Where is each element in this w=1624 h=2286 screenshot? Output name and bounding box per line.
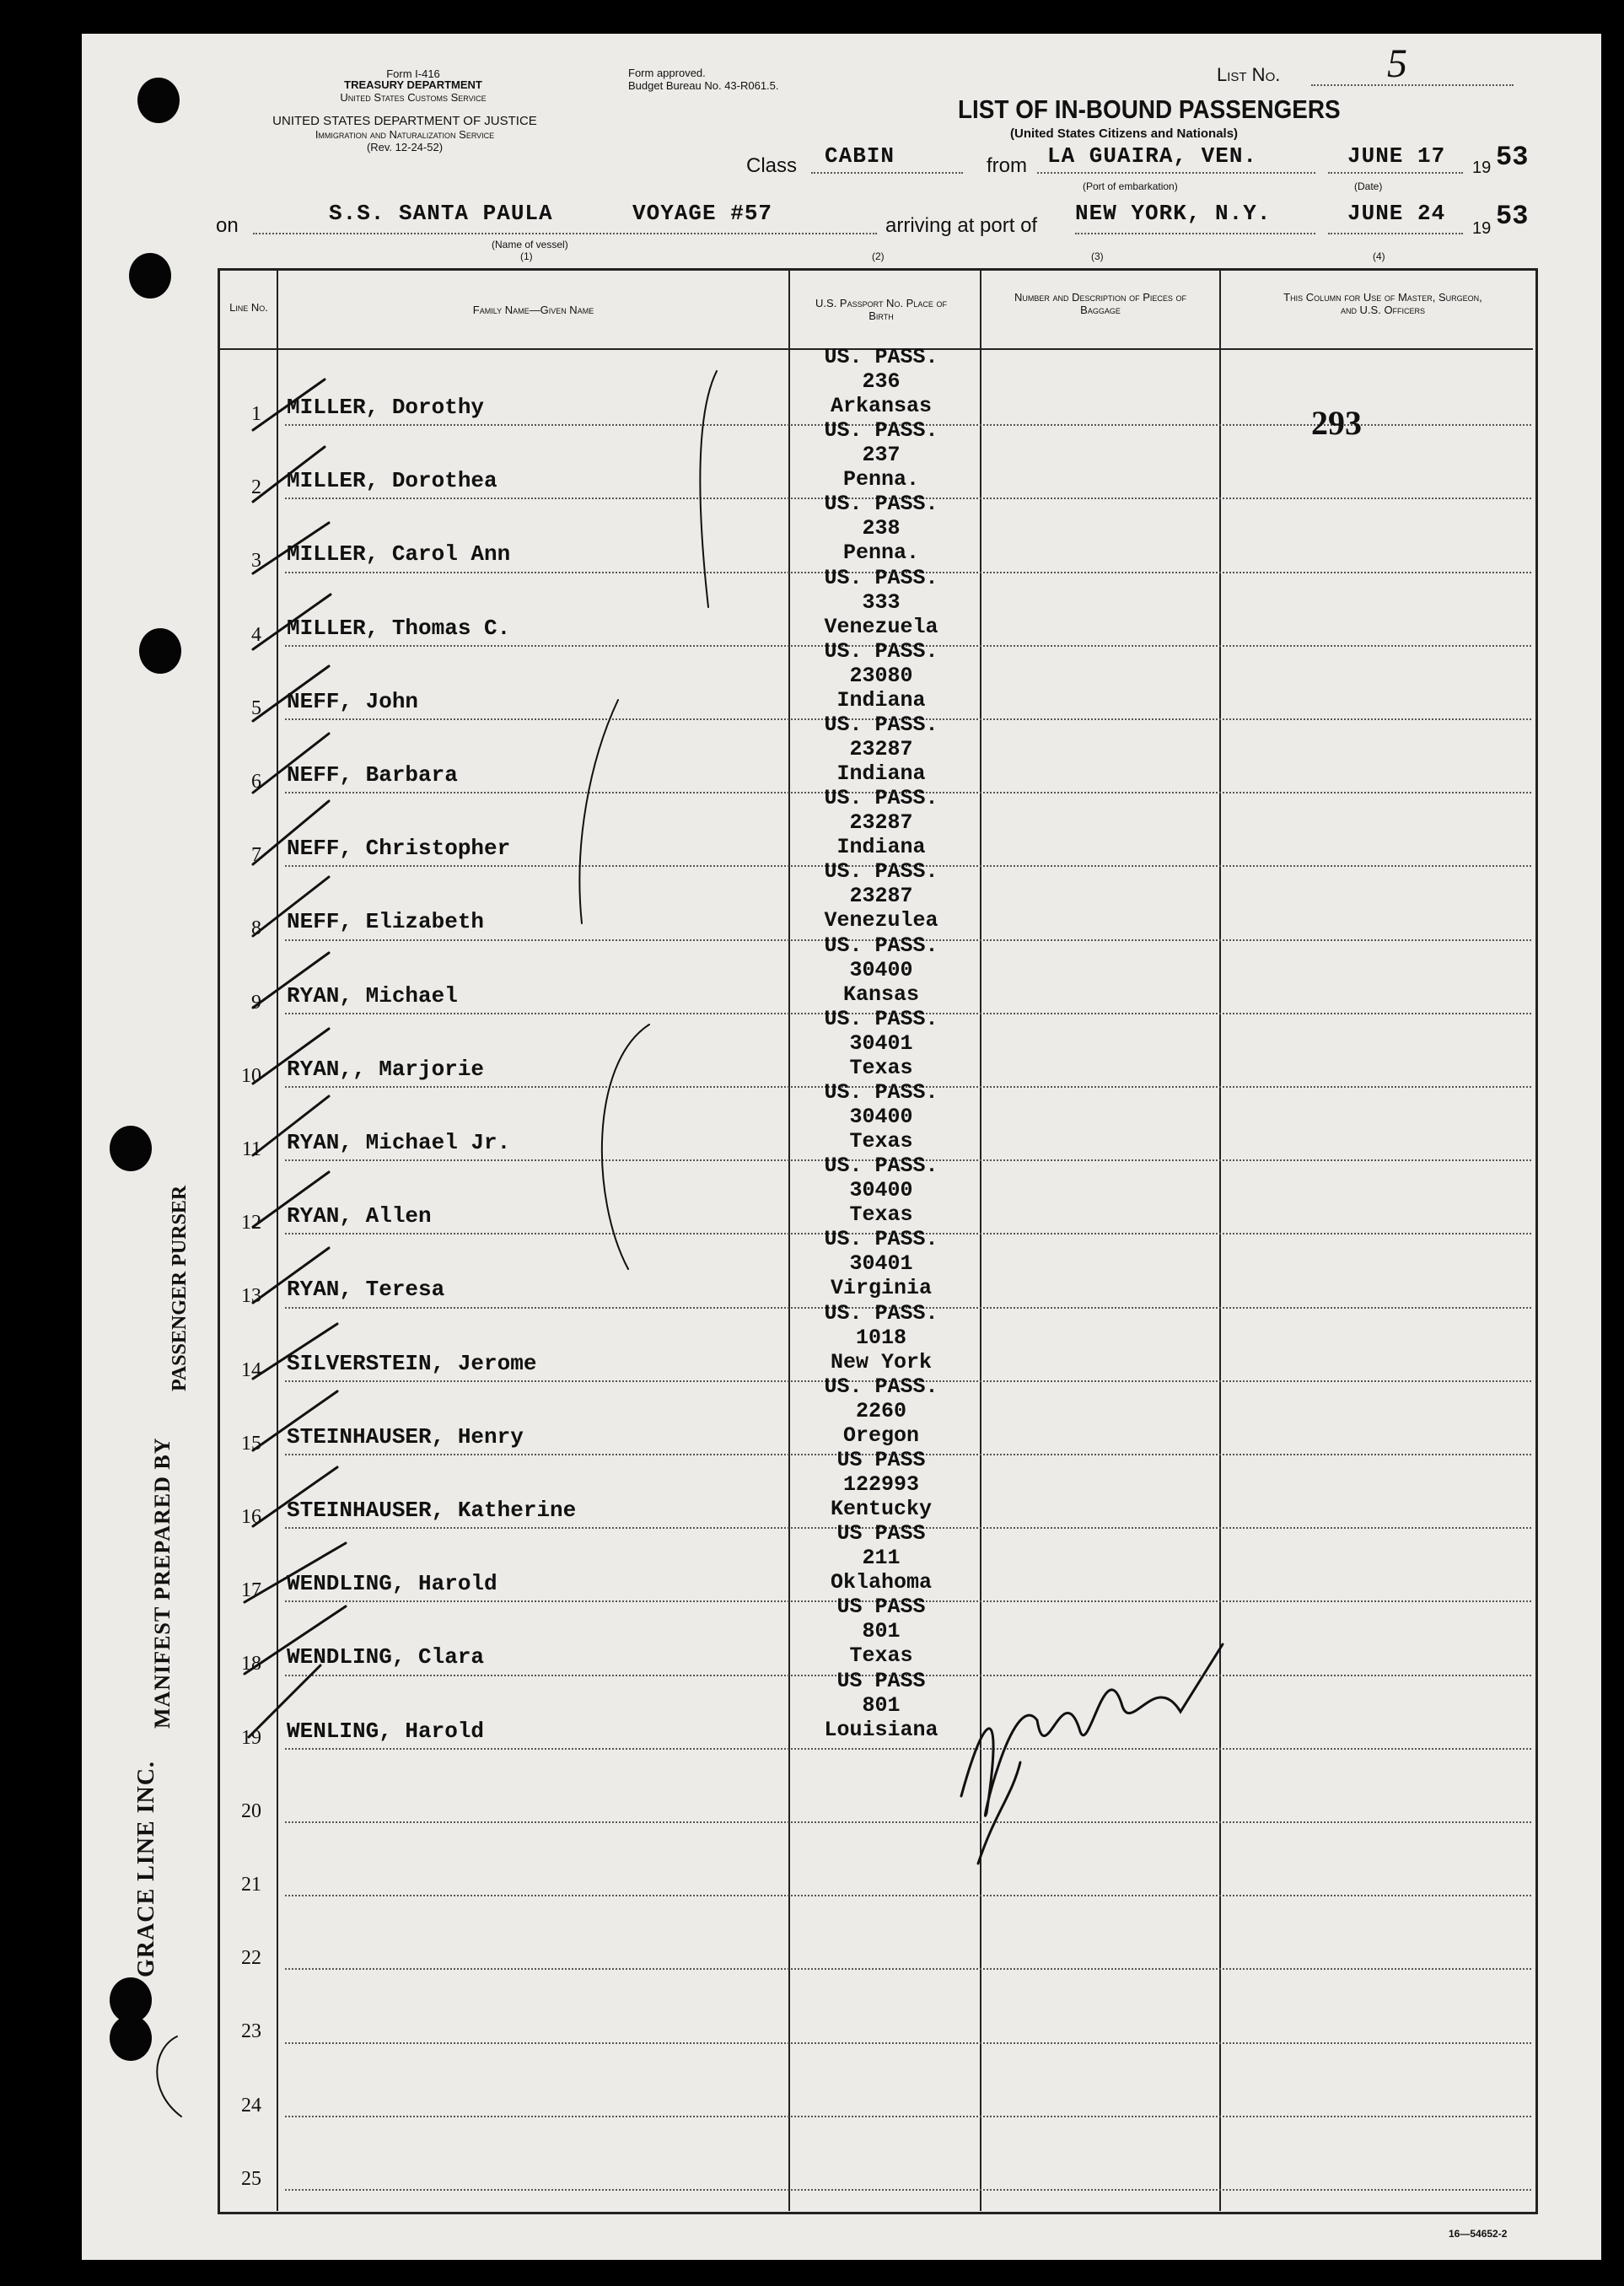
line-number: 20 (241, 1799, 261, 1822)
place-of-birth: Oklahoma (830, 1570, 933, 1595)
passport-type: US PASS (836, 1521, 926, 1546)
col-header-name: Family Name—Given Name (472, 304, 594, 316)
passport-number: 30400 (849, 957, 913, 982)
passport-number: 238 (862, 516, 901, 541)
passenger-name: MILLER, Thomas C. (287, 615, 511, 641)
list-no-value: 5 (1387, 41, 1407, 86)
passport-number: 30400 (849, 1105, 913, 1129)
passenger-name: NEFF, Elizabeth (287, 909, 485, 935)
passport-type: US PASS (836, 1595, 926, 1620)
vessel-caption: (Name of vessel) (492, 239, 568, 250)
line-number: 13 (241, 1285, 261, 1308)
passport-number: 23287 (849, 737, 913, 761)
line-number: 10 (241, 1064, 261, 1087)
passport-number: 30401 (849, 1030, 913, 1056)
place-of-birth: Louisiana (824, 1717, 938, 1742)
line-number: 25 (241, 2167, 261, 2190)
passport-type: US. PASS. (824, 565, 938, 590)
line-number: 22 (241, 1947, 261, 1970)
year-prefix-2: 19 (1472, 219, 1492, 238)
passenger-name: RYAN, Michael Jr. (287, 1130, 511, 1155)
passport-number: 122993 (842, 1472, 919, 1497)
col-caption-3: (3) (1091, 250, 1104, 262)
passport-type: US. PASS. (824, 638, 938, 664)
line-number: 18 (241, 1653, 261, 1676)
passenger-name: RYAN, Michael (287, 982, 458, 1009)
place-of-birth: Kentucky (830, 1497, 933, 1521)
passenger-name: WENLING, Harold (287, 1718, 485, 1744)
line-number: 21 (241, 1874, 261, 1896)
line-number: 8 (251, 917, 261, 940)
passenger-name: STEINHAUSER, Henry (287, 1423, 524, 1450)
date-caption: (Date) (1354, 180, 1383, 192)
passenger-name: MILLER, Carol Ann (287, 541, 511, 567)
manifest-prepared-by: MANIFEST PREPARED BY (150, 1437, 175, 1729)
passport-type: US. PASS. (824, 1154, 938, 1179)
passport-number: 236 (862, 369, 901, 394)
line-number: 14 (241, 1358, 261, 1381)
revision: (Rev. 12-24-52) (366, 141, 444, 153)
line-number: 2 (251, 476, 261, 499)
passport-type: US. PASS. (824, 786, 938, 811)
passport-type: US. PASS. (824, 418, 938, 444)
class-label: Class (746, 154, 798, 177)
passport-type: US. PASS. (824, 713, 938, 737)
arrival-date: JUNE 24 (1347, 201, 1446, 226)
passenger-name: WENDLING, Harold (287, 1571, 497, 1597)
line-number: 12 (241, 1212, 261, 1234)
embark-caption: (Port of embarkation) (1083, 180, 1178, 192)
place-of-birth: Indiana (836, 687, 926, 713)
passenger-name: STEINHAUSER, Katherine (287, 1498, 577, 1523)
voyage: VOYAGE #57 (632, 201, 773, 226)
place-of-birth: Indiana (836, 835, 926, 860)
place-of-birth: New York (830, 1349, 933, 1374)
passport-type: US. PASS. (824, 1227, 938, 1252)
passport-type: US. PASS. (824, 492, 938, 517)
line-number: 16 (241, 1506, 261, 1528)
embark-port: LA GUAIRA, VEN. (1047, 143, 1258, 169)
passenger-name: MILLER, Dorothy (287, 395, 485, 420)
passenger-name: NEFF, John (287, 688, 419, 714)
col-caption-4: (4) (1373, 250, 1385, 262)
col-caption-2: (2) (872, 250, 885, 262)
line-number: 7 (251, 844, 261, 867)
arriving-label: arriving at port of (885, 214, 1038, 237)
passport-type: US. PASS. (824, 1374, 938, 1399)
vessel-name: S.S. SANTA PAULA (329, 201, 553, 226)
year-prefix: 19 (1472, 159, 1492, 177)
place-of-birth: Penna. (842, 467, 919, 492)
line-number: 11 (241, 1138, 261, 1160)
passport-type: US. PASS. (824, 859, 938, 885)
passport-type: US. PASS. (824, 1300, 938, 1326)
treasury-dept: TREASURY DEPARTMENT (344, 78, 482, 91)
class-value: CABIN (825, 143, 895, 169)
passport-number: 211 (862, 1546, 901, 1571)
form-title: LIST OF IN-BOUND PASSENGERS (958, 94, 1341, 124)
justice-dept: UNITED STATES DEPARTMENT OF JUSTICE (272, 114, 537, 128)
col-header-line: Line No. (229, 301, 268, 314)
passport-number: 333 (862, 589, 901, 615)
form-code: 16—54652-2 (1449, 2228, 1508, 2240)
line-number: 3 (251, 550, 261, 573)
line-number: 9 (251, 991, 261, 1014)
embark-date: JUNE 17 (1347, 143, 1446, 169)
line-number: 17 (241, 1579, 261, 1602)
passport-number: 237 (862, 443, 901, 468)
place-of-birth: Virginia (830, 1276, 933, 1301)
place-of-birth: Texas (849, 1129, 913, 1154)
place-of-birth: Penna. (842, 541, 919, 566)
form-subtitle: (United States Citizens and Nationals) (1010, 126, 1239, 141)
passport-number: 23080 (849, 663, 913, 688)
place-of-birth: Venezuela (824, 614, 938, 639)
arrival-year: 53 (1496, 201, 1529, 232)
passenger-name: WENDLING, Clara (287, 1644, 485, 1670)
budget-bureau: Budget Bureau No. 43-R061.5. (628, 79, 779, 92)
passport-type: US PASS (836, 1448, 926, 1472)
passport-number: 23287 (849, 884, 913, 909)
passport-number: 23287 (849, 810, 913, 836)
passport-type: US. PASS. (824, 933, 938, 958)
place-of-birth: Texas (849, 1055, 913, 1080)
passenger-name: MILLER, Dorothea (287, 468, 497, 494)
on-label: on (216, 214, 239, 237)
place-of-birth: Kansas (842, 982, 919, 1007)
place-of-birth: Texas (849, 1202, 913, 1228)
line-number: 23 (241, 2020, 261, 2043)
passenger-name: RYAN, Allen (287, 1203, 432, 1229)
list-no-label: List No. (1217, 64, 1281, 85)
passport-number: 1018 (855, 1325, 906, 1350)
passport-number: 30401 (849, 1251, 913, 1277)
place-of-birth: Indiana (836, 761, 926, 786)
passenger-name: NEFF, Christopher (287, 836, 511, 862)
passport-number: 801 (862, 1619, 901, 1644)
passenger-name: RYAN,, Marjorie (287, 1056, 485, 1082)
passenger-name: RYAN, Teresa (287, 1277, 445, 1303)
line-number: 15 (241, 1432, 261, 1455)
line-number: 1 (251, 403, 261, 425)
company-name: GRACE LINE INC. (133, 1761, 159, 1977)
passenger-name: SILVERSTEIN, Jerome (287, 1350, 537, 1376)
from-label: from (987, 154, 1027, 177)
passport-number: 30400 (849, 1178, 913, 1203)
ins-service: Immigration and Naturalization Service (315, 128, 495, 141)
embark-year: 53 (1496, 142, 1529, 173)
col-caption-1: (1) (520, 250, 533, 262)
passenger-name: NEFF, Barbara (287, 762, 458, 788)
line-number: 6 (251, 771, 261, 793)
arrival-port: NEW YORK, N.Y. (1075, 201, 1272, 226)
place-of-birth: Venezulea (824, 908, 938, 933)
passenger-purser: PASSENGER PURSER (169, 1185, 191, 1391)
passport-type: US PASS (836, 1668, 926, 1693)
passport-number: 801 (862, 1692, 901, 1718)
place-of-birth: Oregon (842, 1423, 919, 1448)
form-number: Form I-416 (386, 67, 440, 80)
place-of-birth: Texas (849, 1643, 913, 1669)
passport-type: US. PASS. (824, 1006, 938, 1031)
passport-number: 2260 (855, 1398, 906, 1423)
col-header-officers: This Column for Use of Master, Surgeon, and U.S. Officers (1283, 291, 1482, 316)
line-number: 19 (241, 1726, 261, 1749)
line-number: 5 (251, 697, 261, 719)
col-header-baggage: Number and Description of Pieces of Baggage (1014, 291, 1187, 316)
passport-type: US. PASS. (824, 1080, 938, 1105)
form-approved: Form approved. (628, 67, 706, 79)
officer-stamp: 293 (1311, 404, 1362, 442)
place-of-birth: Arkansas (830, 394, 933, 418)
customs-service: United States Customs Service (340, 91, 487, 104)
line-number: 4 (251, 623, 261, 646)
col-header-passport: U.S. Passport No. Place of Birth (815, 297, 947, 322)
passport-type: US. PASS. (824, 345, 938, 369)
line-number: 24 (241, 2094, 261, 2117)
